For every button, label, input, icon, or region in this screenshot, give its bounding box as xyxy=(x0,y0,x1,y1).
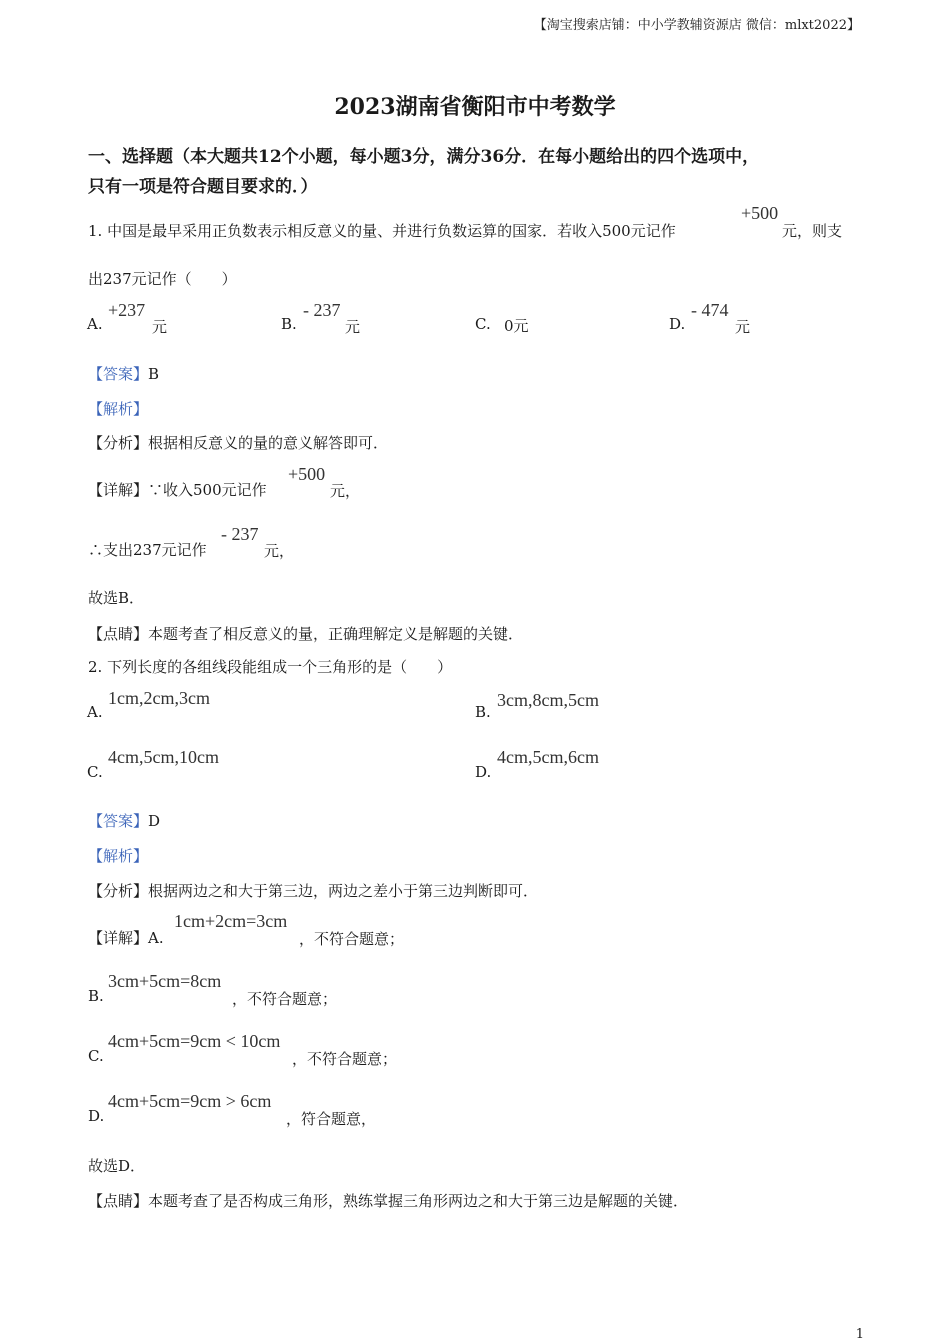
q2-detail-b-text: ，不符合题意； xyxy=(232,990,338,1008)
page-number: 1 xyxy=(855,1327,864,1342)
q2-analysis-tag: 【解析】 xyxy=(88,847,149,865)
q1-analysis-heading xyxy=(88,398,148,419)
q1-fenxi xyxy=(88,432,388,453)
q2-detail-d-letter: D. xyxy=(88,1107,105,1125)
q1-stem-math: +500 xyxy=(741,203,779,223)
q2-detail-c-letter: C. xyxy=(88,1047,104,1065)
q2-option-c-math[interactable]: 4cm,5cm,10cm xyxy=(108,747,219,767)
q2-detail-d-text: ，符合题意， xyxy=(286,1110,377,1128)
q1-choose: 故选B． xyxy=(88,589,145,607)
q2-detail-c-math: 4cm+5cm=9cm < 10cm xyxy=(108,1031,281,1051)
q1-option-a-math[interactable]: +237 xyxy=(108,300,146,320)
q2-detail-a-letter: A. xyxy=(148,929,164,947)
q1-fenxi-tag: 【分析】 xyxy=(88,434,149,452)
q2-detail-c-text: ，不符合题意； xyxy=(292,1050,398,1068)
q1-therefore-unit: 元， xyxy=(264,542,295,560)
q1-fenxi-text: 根据相反意义的量的意义解答即可． xyxy=(148,434,389,452)
q2-analysis-heading xyxy=(88,845,148,866)
q1-stem-text: 1. 中国是最早采用正负数表示相反意义的量、并进行负数运算的国家．若收入500元记作 xyxy=(88,222,676,240)
q1-option-b-math[interactable]: - 237 xyxy=(303,300,341,320)
q1-option-c-letter[interactable]: C. xyxy=(475,315,491,333)
q2-option-b-math[interactable]: 3cm,8cm,5cm xyxy=(497,690,599,710)
q1-option-b-unit[interactable]: 元 xyxy=(345,318,361,336)
q1-option-d-unit[interactable]: 元 xyxy=(735,318,751,336)
q1-option-d-math[interactable]: - 474 xyxy=(691,300,729,320)
q2-fenxi-tag: 【分析】 xyxy=(88,882,149,900)
q1-detail-tag: 【详解】 xyxy=(88,481,149,499)
q1-therefore: ∴支出237元记作 xyxy=(88,541,207,559)
q1-answer-value: B xyxy=(148,365,160,383)
q2-answer xyxy=(88,810,160,831)
q1-answer xyxy=(88,363,159,384)
q1-stem-continued: 元，则支 xyxy=(782,222,843,240)
section-heading-line-1: 一、选择题（本大题共12个小题，每小题3分，满分36分．在每小题给出的四个选项中， xyxy=(88,147,760,167)
q1-therefore-math: - 237 xyxy=(221,524,259,544)
q1-analysis-tag: 【解析】 xyxy=(88,400,149,418)
q1-comment-tag: 【点睛】 xyxy=(88,625,149,643)
q1-option-a-letter[interactable]: A. xyxy=(87,315,103,333)
q2-option-a-letter[interactable]: A. xyxy=(87,703,103,721)
q1-comment-text: 本题考查了相反意义的量，正确理解定义是解题的关键． xyxy=(148,625,524,643)
q1-detail-text: ∵收入500元记作 xyxy=(148,481,267,499)
header-note: 【淘宝搜索店铺：中小学教辅资源店 微信：mlxt2022】 xyxy=(533,18,860,33)
q1-option-b-letter[interactable]: B. xyxy=(281,315,297,333)
q1-stem-line-2: 出237元记作（ ） xyxy=(88,270,237,288)
q2-detail-d-math: 4cm+5cm=9cm > 6cm xyxy=(108,1091,272,1111)
q2-comment xyxy=(88,1190,688,1211)
q2-detail-a-text: ，不符合题意； xyxy=(299,930,405,948)
q2-answer-value: D xyxy=(148,812,161,830)
section-heading-line-2: 只有一项是符合题目要求的．） xyxy=(88,177,318,197)
q1-answer-tag: 【答案】 xyxy=(88,365,149,383)
q2-option-b-letter[interactable]: B. xyxy=(475,703,491,721)
q2-comment-tag: 【点睛】 xyxy=(88,1192,149,1210)
section-heading xyxy=(88,142,863,202)
q1-option-c-unit[interactable]: 0元 xyxy=(504,317,529,335)
q2-detail-tag: 【详解】 xyxy=(88,929,149,947)
q1-option-a-unit[interactable]: 元 xyxy=(152,318,168,336)
q2-option-a-math[interactable]: 1cm,2cm,3cm xyxy=(108,688,210,708)
q2-comment-text: 本题考查了是否构成三角形，熟练掌握三角形两边之和大于第三边是解题的关键． xyxy=(148,1192,689,1210)
q1-detail-unit: 元， xyxy=(330,482,361,500)
q2-detail-a-math: 1cm+2cm=3cm xyxy=(174,911,288,931)
q2-fenxi xyxy=(88,880,538,901)
q2-detail-b-math: 3cm+5cm=8cm xyxy=(108,971,222,991)
q2-detail-b-letter: B. xyxy=(88,987,104,1005)
q2-option-d-letter[interactable]: D. xyxy=(475,763,492,781)
q2-option-d-math[interactable]: 4cm,5cm,6cm xyxy=(497,747,599,767)
q2-stem: 2. 下列长度的各组线段能组成一个三角形的是（ ） xyxy=(88,658,453,676)
q2-choose: 故选D． xyxy=(88,1157,146,1175)
q1-option-d-letter[interactable]: D. xyxy=(669,315,686,333)
q2-detail-a xyxy=(88,927,164,948)
q1-detail-math: +500 xyxy=(288,464,326,484)
q2-answer-tag: 【答案】 xyxy=(88,812,149,830)
q1-comment xyxy=(88,623,523,644)
q2-option-c-letter[interactable]: C. xyxy=(87,763,103,781)
q2-fenxi-text: 根据两边之和大于第三边，两边之差小于第三边判断即可． xyxy=(148,882,539,900)
q1-detail xyxy=(88,479,267,500)
page-title: 2023湖南省衡阳市中考数学 xyxy=(334,94,616,120)
q1-stem-line-1 xyxy=(88,220,676,241)
